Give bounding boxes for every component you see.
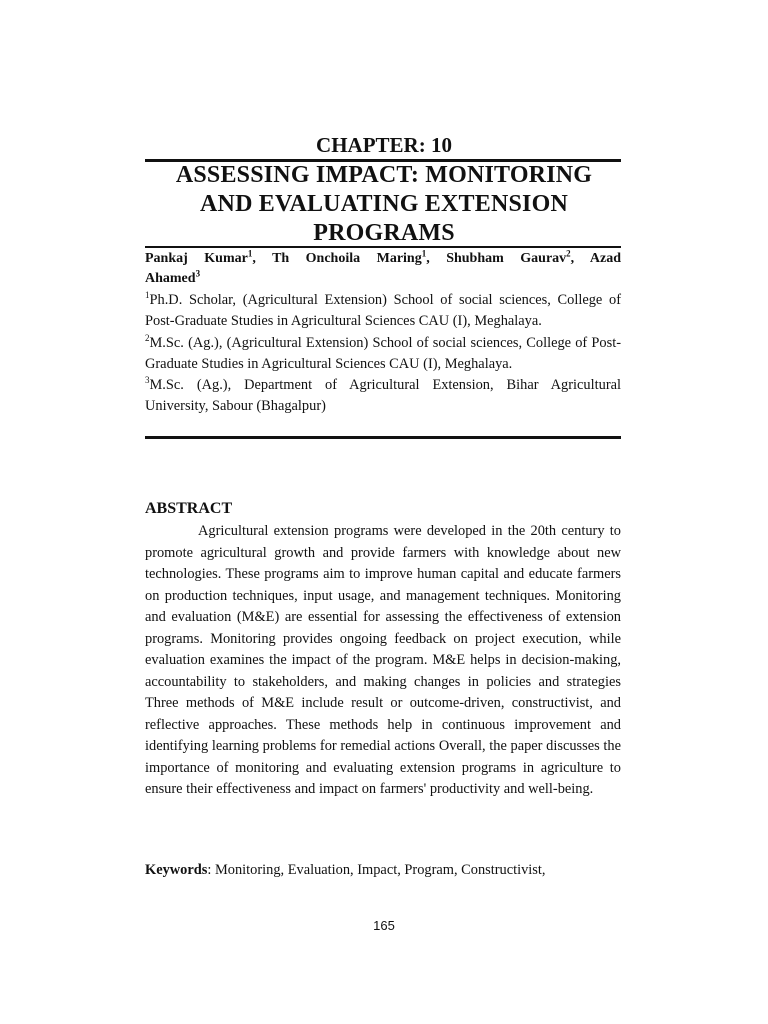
affiliation-mark: 1: [145, 290, 150, 301]
affiliation-mark: 3: [145, 375, 150, 386]
abstract-body: Agricultural extension programs were developed in the 20th century to promote agricultural growth and provide farmers with knowledge about new technologies. These programs aim to improve human capital and educate farmers on production techniques, input usage, and management techniques. Monitoring and evaluation (M&E) are essential for assessing the effectiveness of extension programs. Monitoring provides ongoing feedback on project execution, while evaluation examines the impact of the program. M&E helps in decision-making, accountability to stakeholders, and making changes in policies and strategies Three methods of M&E include result or outcome-driven, constructivist, and reflective approaches. These methods help in continuous improvement and identifying learning problems for remedial actions Overall, the paper discusses the importance of monitoring and evaluating extension programs in agriculture to ensure their effectiveness and impact on farmers' productivity and well-being.: [145, 523, 621, 797]
chapter-title-line: AND EVALUATING EXTENSION: [200, 191, 568, 217]
affiliation-text: M.Sc. (Ag.), (Agricultural Extension) School of social sciences, College of Post-Graduate Studies in Agricultural Sciences CAU (I), Meghalaya.: [145, 334, 621, 372]
author-name: Th Onchoila Maring: [272, 251, 422, 266]
chapter-label: CHAPTER: 10: [316, 133, 452, 157]
chapter-title-line: ASSESSING IMPACT: MONITORING: [175, 162, 593, 188]
chapter-title: [145, 161, 623, 248]
affiliation-bottom-rule: [145, 436, 621, 439]
author-name: Shubham Gaurav: [446, 251, 567, 266]
page-number: 165: [373, 918, 395, 933]
author-list-continued: [145, 269, 200, 289]
affiliation-item: [145, 333, 621, 376]
author-list: [145, 249, 621, 269]
author-name: Azad: [589, 251, 622, 266]
author-separator: ,: [570, 251, 590, 266]
keywords-line: [145, 860, 621, 881]
author-name: Ahamed: [145, 271, 196, 286]
author-affiliation-mark: 3: [195, 268, 201, 279]
affiliation-text: M.Sc. (Ag.), Department of Agricultural Extension, Bihar Agricultural University, Sabour (Bhagalpur): [145, 377, 621, 415]
author-name: Pankaj Kumar: [145, 251, 248, 266]
author-affiliation-mark: 1: [247, 248, 253, 259]
keywords-label: Keywords: [145, 862, 208, 878]
keywords-text: : Monitoring, Evaluation, Impact, Program, Constructivist,: [207, 862, 546, 878]
abstract-heading: ABSTRACT: [145, 500, 233, 517]
author-affiliation-mark: 2: [566, 248, 571, 259]
author-affiliation-mark: 1: [421, 248, 427, 259]
affiliation-item: [145, 375, 621, 418]
affiliation-list: [145, 290, 621, 418]
affiliation-item: [145, 290, 621, 333]
chapter-title-line: PROGRAMS: [313, 220, 455, 246]
affiliation-text: Ph.D. Scholar, (Agricultural Extension) School of social sciences, College of Post-Graduate Studies in Agricultural Sciences CAU (I), Meghalaya.: [145, 292, 621, 330]
author-separator: ,: [426, 251, 447, 266]
affiliation-mark: 2: [145, 332, 150, 343]
author-separator: ,: [252, 251, 273, 266]
document-page: [145, 0, 623, 1024]
title-bottom-rule: [145, 246, 621, 248]
